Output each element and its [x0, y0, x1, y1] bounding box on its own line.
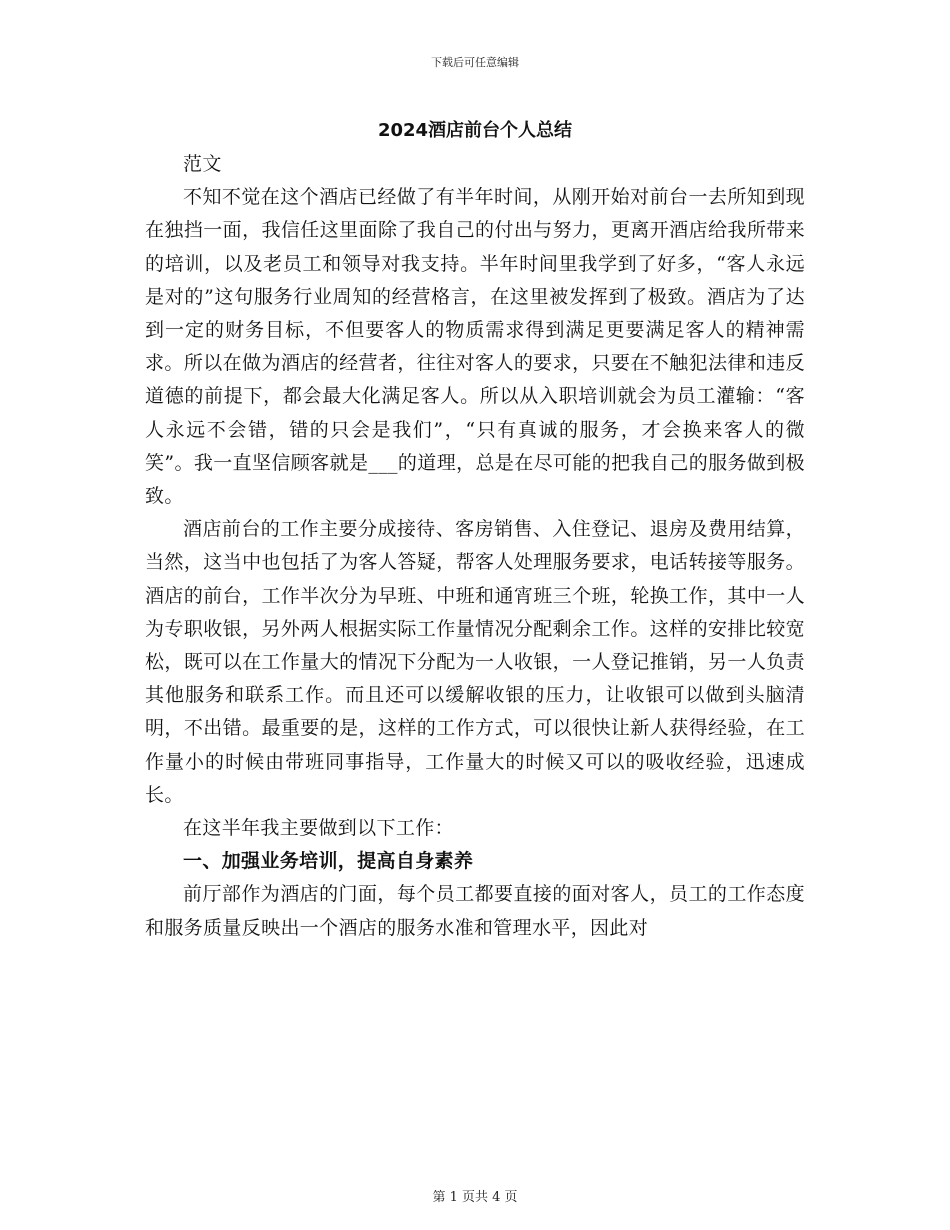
- paragraph-duties: 酒店前台的工作主要分成接待、客房销售、入住登记、退房及费用结算，当然，这当中也包括了为客人答疑，帮客人处理服务要求，电话转接等服务。酒店的前台，工作半次分为早班、中班和通宵班三个班，轮换工作，其中一人为专职收银，另外两人根据实际工作量情况分配剩余工作。这样的安排比较宽松，既可以在工作量大的情况下分配为一人收银，一人登记推销，另一人负责其他服务和联系工作。而且还可以缓解收银的压力，让收银可以做到头脑清明，不出错。最重要的是，这样的工作方式，可以很快让新人获得经验，在工作量小的时候由带班同事指导，工作量大的时候又可以的吸收经验，迅速成长。: [145, 518, 805, 806]
- paragraph-front-office: 前厅部作为酒店的门面，每个员工都要直接的面对客人，员工的工作态度和服务质量反映出一个酒店的服务水准和管理水平，因此对: [145, 883, 805, 939]
- document-title: 2024酒店前台个人总结: [377, 120, 573, 141]
- paragraph-fanwen: 范文: [183, 153, 222, 175]
- section-heading-1: 一、加强业务培训，提高自身素养: [183, 850, 474, 873]
- paragraph-intro: 不知不觉在这个酒店已经做了有半年时间，从刚开始对前台一去所知到现在独挡一面，我信任这里面除了我自己的付出与努力，更离开酒店给我所带来的培训，以及老员工和领导对我支持。半年时间里我学到了好多，“客人永远是对的”这句服务行业周知的经营格言，在这里被发挥到了极致。酒店为了达到一定的财务目标，不但要客人的物质需求得到满足更要满足客人的精神需求。所以在做为酒店的经营者，往往对客人的要求，只要在不触犯法律和违反道德的前提下，都会最大化满足客人。所以从入职培训就会为员工灌输：“客人永远不会错，错的只会是我们”，“只有真诚的服务，才会换来客人的微笑”。我一直坚信顾客就是___的道理，总是在尽可能的把我自己的服务做到极致。: [145, 186, 805, 508]
- page-number: 第 1 页共 4 页: [432, 1190, 518, 1205]
- document-body: [145, 148, 805, 945]
- paragraph-work-list-intro: 在这半年我主要做到以下工作：: [183, 817, 454, 840]
- page-header-note: 下载后可任意编辑: [431, 56, 519, 69]
